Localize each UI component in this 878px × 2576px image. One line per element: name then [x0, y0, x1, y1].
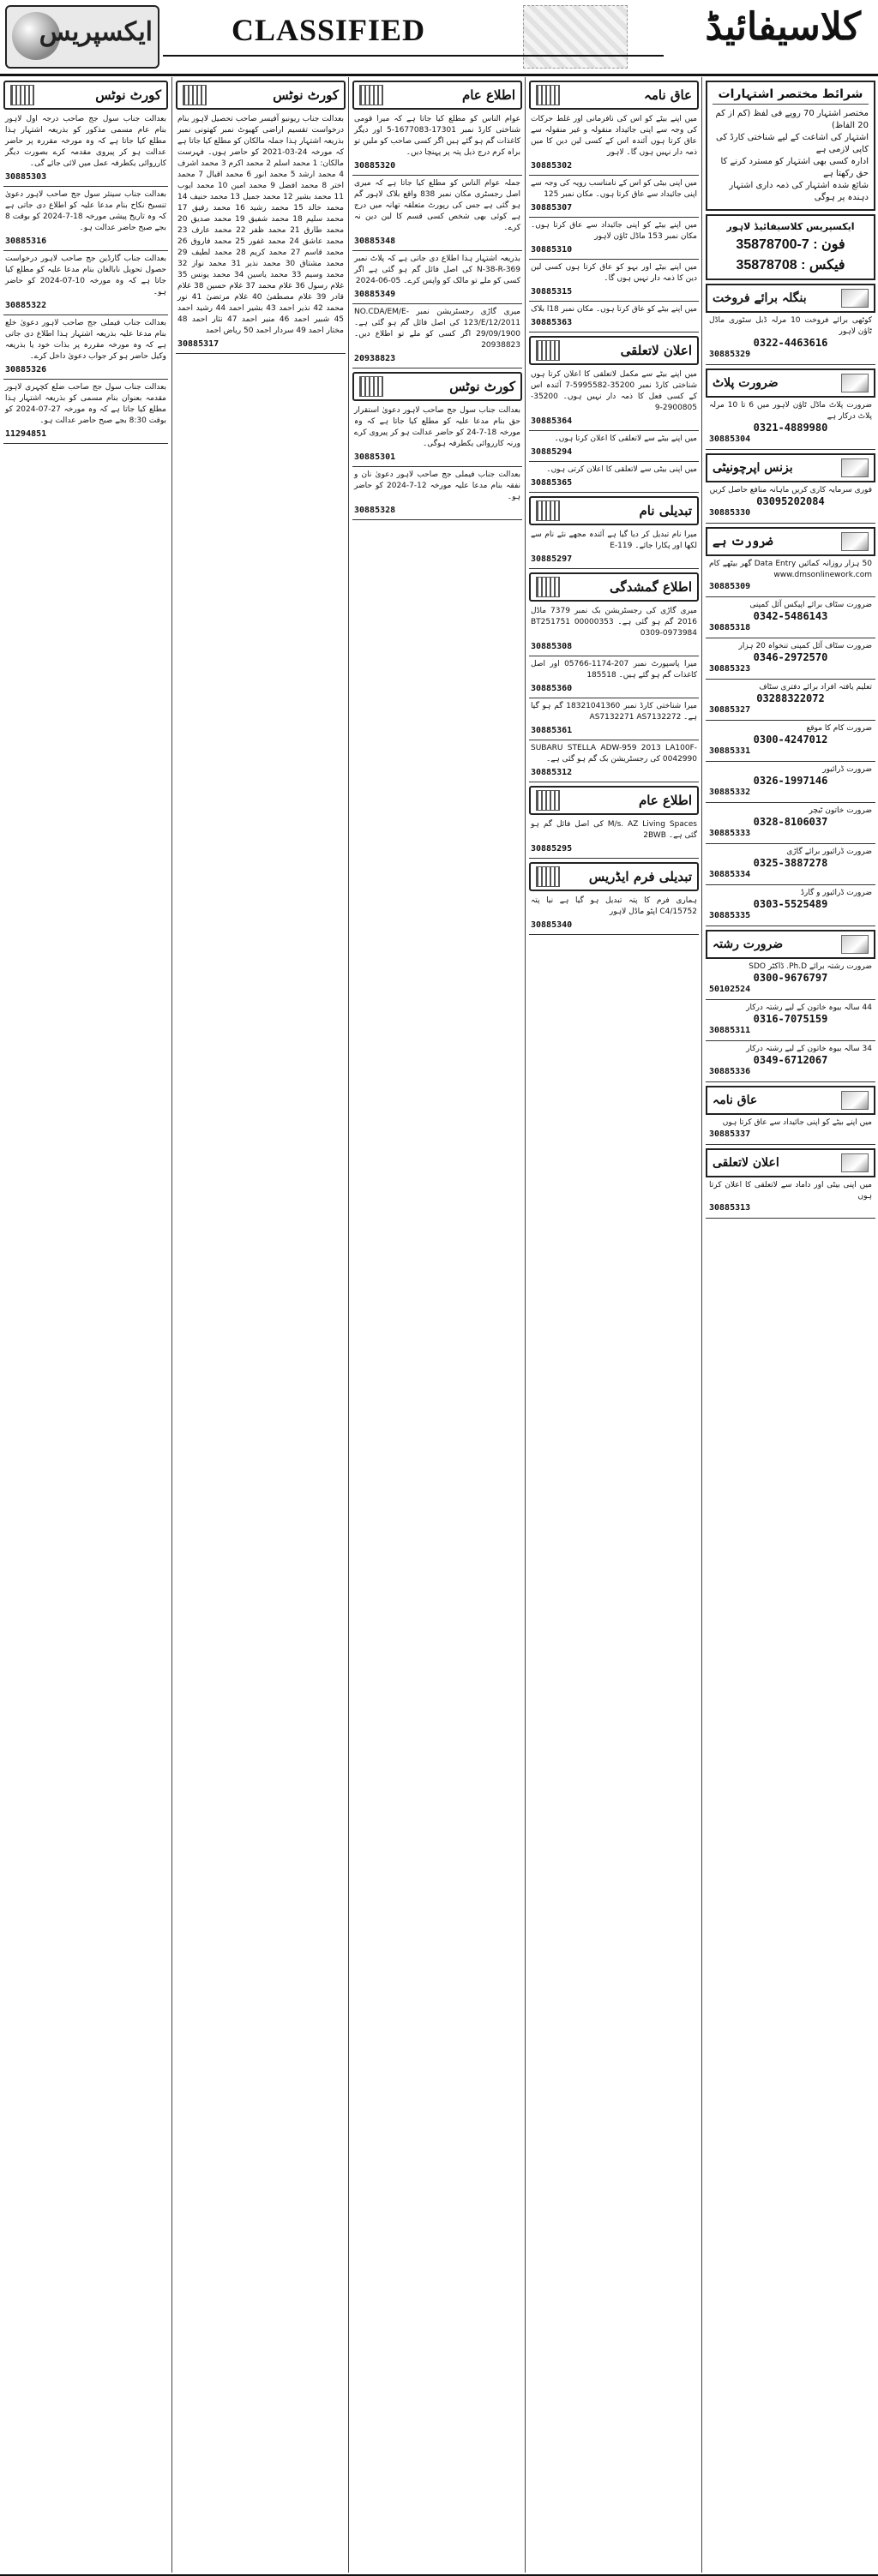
ad-reference-number: 30885329 [709, 350, 751, 359]
category-title: ضرورت پلاٹ [713, 376, 779, 390]
classified-ad [529, 462, 699, 493]
section-header [529, 862, 699, 891]
ad-text: میرا شناختی کارڈ نمبر 18321041360 گم ہو گیا ہے۔ AS7132271 AS7132272 [531, 702, 697, 722]
ad-text: ضرورت سٹاف برائے اپیکس آئل کمپنی [749, 601, 872, 609]
classified-ad [706, 762, 875, 803]
ad-reference-number: 30885334 [709, 870, 751, 879]
ad-text: میرا پاسپورٹ نمبر 207-1174-05766 اور اصل کاغذات گم ہو گئے ہیں۔ 185518 [531, 660, 698, 680]
section-header [3, 81, 168, 110]
ad-reference-number: 30885303 [5, 172, 47, 182]
classified-ad [706, 680, 875, 721]
ad-reference-number: 30885320 [354, 161, 396, 171]
category-header [706, 284, 875, 313]
rates-line: مختصر اشتہار 70 روپے فی لفظ (کم از کم 20 الفاظ) [715, 109, 869, 130]
decorative-illustration [523, 5, 628, 69]
category-title: ضرورت رشتہ [713, 938, 784, 951]
ad-reference-number: 30885336 [709, 1067, 751, 1076]
ad-reference-number: 30885310 [531, 245, 573, 255]
ad-phone-number[interactable]: 0300-9676797 [753, 972, 828, 984]
classified-ad [706, 803, 875, 844]
ad-reference-number: 30885364 [531, 416, 573, 426]
ad-phone-number[interactable]: 0321-4889980 [753, 422, 828, 434]
section-title: اعلان لاتعلقی [620, 343, 692, 358]
header-rule [163, 55, 664, 57]
ad-reference-number: 30885348 [354, 237, 396, 246]
ad-text: میں اپنے بیٹے کو اپنی جائیداد سے عاق کرتا ہوں۔ مکان نمبر 153 ماڈل ٹاؤن لاہور [531, 221, 697, 241]
category-illustration-icon [841, 289, 869, 308]
ad-reference-number: 30885349 [354, 290, 396, 299]
ad-text: ضرورت ڈرائیور برائے گاڑی [786, 848, 872, 856]
ad-reference-number: 30885309 [709, 582, 751, 591]
category-illustration-icon [841, 532, 869, 551]
classified-ad [352, 467, 522, 520]
phone-label: فون [821, 237, 845, 252]
ad-text: میں اپنی بیٹی کو اس کے نامناسب رویہ کی وجہ سے اپنی جائیداد سے عاق کرتا ہوں۔ مکان نمبر 125 [531, 179, 697, 199]
classified-ad [176, 111, 346, 354]
ad-text: میں اپنے بیٹے کو عاق کرتا ہوں۔ مکان نمبر 18ا بلاک [531, 305, 697, 314]
ad-phone-number[interactable]: 0342-5486143 [753, 610, 828, 622]
classified-ad [529, 893, 699, 935]
section-header [529, 572, 699, 602]
ad-text: بعدالت جناب فیملی جج صاحب لاہور دعویٰ خلع بنام مدعا علیہ بذریعہ اشتہار ہذا اطلاع دی جاتی ہے کہ وہ مورخہ مقررہ پر بذات خود یا بذریعہ وکیل حاضر ہو کر جواب دعویٰ داخل کرے۔ [5, 319, 166, 361]
ad-text: میں اپنی بیٹی اور داماد سے لاتعلقی کا اعلان کرتا ہوں [709, 1181, 872, 1201]
ad-phone-number[interactable]: 03095202084 [756, 495, 825, 507]
ad-text: میری گاڑی کی رجسٹریشن بک نمبر 7379 ماڈل 2016 گم ہو گئی ہے۔ 00000353 BT251751 0309-0973984 [531, 607, 697, 638]
section-emblem-icon [536, 866, 560, 887]
ad-reference-number: 30885311 [709, 1026, 751, 1035]
ad-text: عوام الناس کو مطلع کیا جاتا ہے کہ میرا قومی شناختی کارڈ نمبر 17301-1677083-5 اور دیگر کاغذات گم ہو گئے ہیں اگر کسی صاحب کو ملیں تو براہ کرم درج ذیل پتہ پر پہنچا دیں۔ [354, 115, 520, 157]
rates-line: اشتہار کی اشاعت کے لیے شناختی کارڈ کی کاپی لازمی ہے [716, 133, 869, 154]
ad-reference-number: 30885302 [531, 161, 573, 171]
ad-reference-number: 30885315 [531, 287, 573, 297]
ad-reference-number: 30885318 [709, 623, 751, 632]
rates-line: ادارہ کسی بھی اشتہار کو مسترد کرنے کا حق رکھتا ہے [720, 157, 869, 178]
ad-reference-number: 30885326 [5, 365, 47, 374]
section-header [352, 372, 522, 401]
section-emblem-icon [536, 500, 560, 521]
ad-reference-number: 30885307 [531, 203, 573, 213]
section-header [529, 496, 699, 525]
classified-ad [529, 367, 699, 431]
classified-ad [3, 315, 168, 380]
classified-ad [706, 959, 875, 1000]
ad-reference-number: 30885361 [531, 726, 573, 735]
section-header [529, 786, 699, 815]
category-header [706, 1086, 875, 1115]
section-title: عاق نامہ [644, 87, 692, 103]
ad-text: بعدالت جناب سینئر سول جج صاحب لاہور دعویٰ تنسیخ نکاح بنام مدعا علیہ کو اطلاع دی جاتی ہے کہ وہ تاریخ پیشی مورخہ 18-7-2024 کو بوقت 8 بجے صبح حاضر عدالت ہو۔ [5, 190, 167, 232]
classified-ad [706, 844, 875, 885]
ad-text: ضرورت سٹاف آئل کمپنی تنخواہ 20 ہزار [738, 642, 872, 650]
category-title: ضرورت ہے [713, 535, 773, 548]
ad-text: میں اپنے بیٹے کو اس کی نافرمانی اور غلط حرکات کی وجہ سے اپنی جائیداد منقولہ و غیر منقولہ سے عاق کرتا ہوں آئندہ اس کے کسی لین دین کا میں ذمہ دار نہیں ہوں گا۔ لاہور [531, 115, 697, 157]
ad-text: بعدالت جناب سول جج صاحب ضلع کچہری لاہور مقدمہ بعنوان بنام مسمی کو بذریعہ اشتہار ہذا مطلع کیا جاتا ہے کہ وہ مورخہ 27-07-2024 کو بوقت 8:30 بجے صبح حاضر عدالت ہو۔ [5, 383, 166, 425]
ad-phone-number[interactable]: 0346-2972570 [753, 651, 828, 663]
category-title: بزنس اپرچونیٹی [713, 461, 793, 475]
ad-text: میں اپنے بیٹے سے مکمل لاتعلقی کا اعلان کرتا ہوں شناختی کارڈ نمبر 35200-5995582-7 آئندہ اس کے کسی فعل کا ذمہ دار نہیں ہوں۔ 35200-2900805-9 [531, 370, 697, 412]
ad-reference-number: 30885335 [709, 911, 751, 920]
ad-phone-number[interactable]: 0316-7075159 [753, 1013, 828, 1025]
classified-ad [352, 111, 522, 176]
section-emblem-icon [359, 376, 383, 397]
ad-phone-number[interactable]: 0303-5525489 [753, 898, 828, 910]
ad-text: ضرورت پلاٹ ماڈل ٹاؤن لاہور میں 6 تا 10 مرلہ پلاٹ درکار ہے [709, 401, 873, 421]
ad-reference-number: 30885297 [531, 554, 573, 564]
ad-text: میں اپنے بیٹے سے لاتعلقی کا اعلان کرتا ہوں۔ [554, 434, 697, 443]
category-illustration-icon [841, 1153, 869, 1172]
ad-text: ضرورت کام کا موقع [806, 724, 872, 733]
column-public-notices [348, 77, 526, 2573]
ad-text: بعدالت جناب گارڈین جج صاحب لاہور درخواست حصول تحویل نابالغان بنام مدعا علیہ کو مطلع کیا جاتا ہے کہ وہ مورخہ 10-07-2024 کو حاضر ہو۔ [5, 255, 166, 297]
ad-text: تعلیم یافتہ افراد برائے دفتری سٹاف [759, 683, 872, 692]
contact-fax-row: 35878708 : فیکس [736, 258, 845, 273]
category-title: بنگلہ برائے فروخت [713, 291, 807, 305]
classified-ad [706, 482, 875, 524]
contact-box [706, 214, 875, 280]
ad-phone-number[interactable]: 0300-4247012 [753, 734, 828, 746]
column-classified-index [701, 77, 878, 2573]
ad-phone-number[interactable]: 0328-8106037 [753, 816, 828, 828]
section-header [352, 81, 522, 110]
ad-reference-number: 30885363 [531, 318, 573, 327]
ad-reference-number: 30885332 [709, 788, 751, 797]
classified-ad [706, 1177, 875, 1219]
classified-ad [529, 260, 699, 302]
ad-text: کوٹھی برائے فروخت 10 مرلہ ڈبل سٹوری ماڈل ٹاؤن لاہور [709, 316, 873, 336]
classified-ad [3, 187, 168, 251]
ad-text: 34 سالہ بیوہ خاتون کے لیے رشتہ درکار [746, 1045, 872, 1053]
ad-reference-number: 30885328 [354, 506, 396, 515]
ad-text: جملہ عوام الناس کو مطلع کیا جاتا ہے کہ میری اصل رجسٹری مکان نمبر 838 واقع بلاک لاہور گم ہو گئی ہے جس کی رپورٹ متعلقہ تھانہ میں درج ہے کوئی بھی شخص کسی قسم کا لین دین نہ کرے۔ [354, 179, 520, 232]
category-header [706, 1148, 875, 1177]
ad-reference-number: 30885304 [709, 434, 751, 444]
ad-text: ضرورت ڈرائیور و گارڈ [800, 889, 872, 897]
ad-reference-number: 30885317 [177, 339, 220, 349]
ad-text: میں اپنے بیٹے کو اپنی جائیداد سے عاق کرتا ہوں [722, 1118, 872, 1127]
classified-ad [529, 603, 699, 656]
section-title: اطلاع عام [461, 87, 515, 103]
ad-text: میں اپنے بیٹے اور بہو کو عاق کرتا ہوں کسی لین دین کا ذمہ دار نہیں ہوں گا۔ [531, 263, 697, 283]
ad-text: میں اپنی بیٹی سے لاتعلقی کا اعلان کرتی ہوں۔ [546, 465, 697, 474]
rates-line: شائع شدہ اشتہار کی ذمہ داری اشتہار دہندہ پر ہوگی [729, 181, 869, 202]
classified-columns [0, 77, 878, 2573]
ad-reference-number: 30885301 [354, 452, 396, 462]
classified-ad [352, 304, 522, 368]
ad-reference-number: 30885340 [531, 920, 573, 930]
section-title: کورٹ نوٹس [273, 87, 339, 103]
ad-reference-number: 30885327 [709, 705, 751, 715]
ad-text: بذریعہ اشتہار ہذا اطلاع دی جاتی ہے کہ پلاٹ نمبر N-38-R-369 کی اصل فائل گم ہو گئی ہے اگر کسی کو ملے تو مالک کو واپس کرے۔ 05-06-2024 [354, 255, 520, 285]
classified-ad [529, 176, 699, 218]
classified-ad [3, 111, 168, 187]
ad-reference-number: 20938823 [354, 354, 396, 363]
phone-number[interactable]: 35878700-7 [736, 237, 809, 252]
ad-text: SUBARU STELLA ADW-959 2013 LA100F-0042990 کی رجسٹریشن بک گم ہو گئی ہے۔ [531, 744, 697, 764]
section-header [176, 81, 346, 110]
category-illustration-icon [841, 374, 869, 392]
ad-text: M/s. AZ Living Spaces کی اصل فائل گم ہو گئی ہے۔ 2BWB [531, 820, 697, 840]
ad-reference-number: 50102524 [709, 985, 751, 994]
category-header [706, 527, 875, 556]
ad-reference-number: 30885294 [531, 447, 573, 457]
ad-reference-number: 30885316 [5, 237, 47, 246]
ad-text: ضرورت رشتہ برائے Ph.D. ڈاکٹر SDO [749, 962, 872, 971]
ad-reference-number: 30885295 [531, 844, 573, 854]
ad-reference-number: 11294851 [5, 429, 47, 439]
ad-text: 44 سالہ بیوہ خاتون کے لیے رشتہ درکار [746, 1003, 872, 1012]
ad-reference-number: 30885331 [709, 746, 751, 756]
ad-phone-number[interactable]: 0325-3887278 [753, 857, 828, 869]
ad-reference-number: 30885365 [531, 478, 573, 488]
ad-reference-number: 30885337 [709, 1129, 751, 1139]
ad-text: میری گاڑی رجسٹریشن نمبر NO.CDA/EM/E-123/E/12/2011 کی اصل فائل گم ہو گئی ہے۔ 29/09/1900 اگر کسی کو ملے تو اطلاع دیں۔ 20938823 [354, 308, 520, 350]
contact-phone-row: 35878700-7 : فون [736, 237, 845, 252]
fax-label: فیکس [809, 258, 845, 273]
section-emblem-icon [536, 340, 560, 361]
section-title: تبدیلی نام [639, 503, 692, 518]
classified-ad [706, 885, 875, 926]
section-emblem-icon [183, 85, 207, 105]
column-disinheritance-notices [525, 77, 702, 2573]
ad-phone-number[interactable]: 0322-4463616 [753, 337, 828, 349]
classified-ad [3, 251, 168, 315]
ad-reference-number: 30885323 [709, 664, 751, 674]
category-header [706, 368, 875, 398]
section-emblem-icon [536, 85, 560, 105]
classified-ad [529, 218, 699, 260]
classified-ad [352, 176, 522, 251]
ad-phone-number[interactable]: 0326-1997146 [753, 775, 828, 787]
category-illustration-icon [841, 935, 869, 954]
classified-ad [706, 1041, 875, 1082]
section-title: کورٹ نوٹس [95, 87, 161, 103]
classified-ad [529, 431, 699, 462]
contact-office: ایکسپریس کلاسیفائیڈ لاہور [726, 221, 855, 232]
section-emblem-icon [10, 85, 34, 105]
classified-ad [352, 251, 522, 304]
rates-title: شرائط مختصر اشتہارات [713, 87, 869, 105]
classified-ad [529, 656, 699, 698]
ad-text: ہماری فرم کا پتہ تبدیل ہو گیا ہے نیا پتہ C4/15752 اپٹو ماڈل لاہور [531, 896, 697, 916]
section-title: کورٹ نوٹس [449, 379, 515, 394]
ad-text: 50 ہزار روزانہ کمائیں Data Entry گھر بیٹھے کام www.dmsonlinework.com [709, 560, 872, 579]
section-title: اطلاع عام [638, 793, 692, 808]
rates-box [706, 81, 875, 211]
classified-ad [706, 721, 875, 762]
section-header [529, 81, 699, 110]
ad-text: بعدالت جناب سول جج صاحب لاہور دعویٰ استقرار حق بنام مدعا علیہ کو مطلع کیا جاتا ہے کہ وہ مورخہ 18-7-24 کو حاضر عدالت ہو کر پیروی کرے ورنہ کارروائی یکطرفہ ہوگی۔ [354, 406, 521, 448]
section-emblem-icon [536, 790, 560, 811]
ad-phone-number[interactable]: 0349-6712067 [753, 1054, 828, 1066]
ad-text: بعدالت جناب سول جج صاحب درجہ اول لاہور بنام عام مسمی مذکور کو بذریعہ اشتہار ہذا مطلع کیا جاتا ہے کہ وہ مورخہ مقررہ پر حاضر عدالت ہو کر پیروی مقدمہ کرے بصورت دیگر کارروائی یکطرفہ عمل میں لائی جائے گی۔ [5, 115, 166, 168]
ad-reference-number: 30885308 [531, 642, 573, 651]
category-header [706, 930, 875, 959]
ad-reference-number: 30885313 [709, 1203, 751, 1213]
classified-ad [352, 403, 522, 467]
section-title: اطلاع گمشدگی [610, 579, 692, 595]
ad-reference-number: 30885322 [5, 301, 47, 310]
category-illustration-icon [841, 458, 869, 477]
ad-reference-number: 30885360 [531, 684, 573, 693]
classified-ad [3, 380, 168, 444]
classified-ad [529, 527, 699, 569]
ad-text: بعدالت جناب فیملی جج صاحب لاہور دعویٰ نان و نفقہ بنام مدعا علیہ مورخہ 12-7-2024 کو حاضر ہو۔ [354, 470, 521, 501]
newspaper-logo [5, 5, 159, 69]
section-header [529, 336, 699, 365]
ad-text: ضرورت خاتون ٹیچر [809, 806, 872, 815]
classified-ad [529, 817, 699, 859]
ad-text: ضرورت ڈرائیور [822, 765, 872, 774]
classified-ad [529, 698, 699, 740]
fax-number[interactable]: 35878708 [736, 258, 797, 273]
column-court-notices-1 [0, 77, 171, 2573]
category-title: اعلان لاتعلقی [713, 1156, 779, 1170]
page-title-urdu: کلاسیفائیڈ [705, 5, 861, 49]
page-header [0, 0, 878, 76]
classified-ad [706, 313, 875, 365]
classified-ad [706, 1115, 875, 1145]
section-emblem-icon [359, 85, 383, 105]
ad-reference-number: 30885333 [709, 829, 751, 838]
classified-ad [706, 1000, 875, 1041]
classified-ad [529, 740, 699, 782]
ad-phone-number[interactable]: 03288322072 [756, 692, 825, 704]
classified-ad [706, 597, 875, 638]
category-header [706, 453, 875, 482]
section-emblem-icon [536, 577, 560, 597]
classified-ad [706, 638, 875, 680]
classified-ad [706, 398, 875, 450]
page-title-english: CLASSIFIED [232, 13, 426, 47]
ad-text: میرا نام تبدیل کر دیا گیا ہے آئندہ مجھے نئے نام سے لکھا اور پکارا جائے۔ E-119 [531, 530, 697, 550]
ad-reference-number: 30885312 [531, 768, 573, 777]
classified-ad [529, 302, 699, 332]
category-title: عاق نامہ [713, 1093, 758, 1107]
column-court-notices-2 [171, 77, 349, 2573]
section-title: تبدیلی فرم ایڈریس [588, 869, 692, 884]
ad-text: فوری سرمایہ کاری کریں ماہانہ منافع حاصل کریں [709, 486, 872, 494]
classified-ad [529, 111, 699, 176]
ad-text: بعدالت جناب ریونیو آفیسر صاحب تحصیل لاہور بنام درخواست تقسیم اراضی کھیوٹ نمبر کھتونی نمبر بذریعہ اشتہار ہذا جملہ مالکان کو مطلع کیا جاتا ہے کہ مورخہ 24-03-2021 کو حاضر ہوں۔ فہرست مالکان: 1 محمد اسلم 2 محمد اکرم 3 محمد اشرف 4 محمد ارشد 5 محمد انور 6 محمد اقبال 7 محمد اختر 8 محمد افضل 9 محمد امین 10 محمد ایوب 11 محمد بشیر 12 محمد جمیل 13 محمد حنیف 14 محمد خالد 15 محمد رشید 16 محمد رفیق 17 محمد سلیم 18 محمد شفیق 19 محمد صدیق 20 محمد طارق 21 محمد ظفر 22 محمد عارف 23 محمد عاشق 24 محمد غفور 25 محمد فاروق 26 محمد قاسم 27 محمد کریم 28 محمد لطیف 29 محمد مشتاق 30 محمد نذیر 31 محمد نواز 32 محمد وسیم 33 محمد یاسین 34 محمد یونس 35 غلام رسول 36 غلام محمد 37 غلام حسین 38 غلام قادر 39 غلام مصطفیٰ 40 غلام مرتضیٰ 41 نور محمد 42 نذیر احمد 43 بشیر احمد 44 رشید احمد 45 شبیر احمد 46 منیر احمد 47 نثار احمد 48 مختار احمد 49 سردار احمد 50 ریاض احمد [177, 115, 345, 335]
ad-reference-number: 30885330 [709, 508, 751, 518]
logo-text: ایکسپریس [39, 17, 153, 47]
classified-ad [706, 556, 875, 597]
category-illustration-icon [841, 1091, 869, 1110]
